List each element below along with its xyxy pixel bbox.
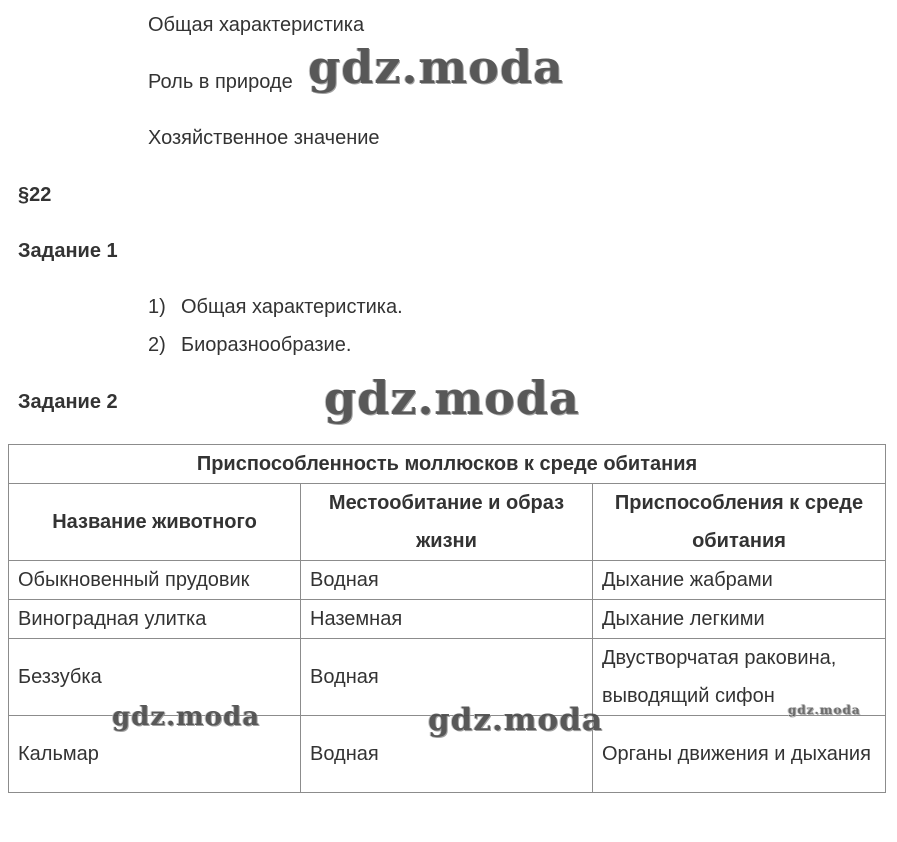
cell-habitat: Водная [301,561,593,600]
watermark-logo: gdz.moda [308,40,564,94]
top-item-economic: Хозяйственное значение [148,127,380,149]
cell-habitat: Наземная [301,600,593,639]
top-item-role: Роль в природе [148,71,293,93]
table-row [9,600,886,639]
adaptation-table [8,444,886,793]
watermark-logo: gdz.moda [112,702,261,732]
cell-adaptation: Органы движения и дыхания [593,716,886,793]
watermark-logo: gdz.moda [324,371,580,425]
table-row [9,561,886,600]
cell-animal: Кальмар [9,716,301,793]
cell-habitat: Водная [301,639,593,716]
cell-adaptation: Двустворчатая раковина, выводящий сифон [593,639,886,716]
cell-adaptation: Дыхание легкими [593,600,886,639]
task1-heading: Задание 1 [18,240,118,262]
watermark-logo: gdz.moda [428,702,603,738]
task1-item-1-number: 1) [148,296,166,318]
section-heading: §22 [18,184,52,206]
cell-animal: Обыкновенный прудовик [9,561,301,600]
task1-item-2-number: 2) [148,334,166,356]
task1-item-1 [148,295,403,319]
watermark-logo: gdz.moda [788,703,861,717]
task1-item-1-text: Общая характеристика. [181,296,403,318]
table-title-row [9,445,886,484]
header-habitat: Местообитание и образ жизни [301,484,593,561]
table-header-row [9,484,886,561]
header-animal-name: Название животного [9,484,301,561]
header-adaptations: Приспособления к среде обитания [593,484,886,561]
task1-item-2-text: Биоразнообразие. [181,334,352,356]
table-title: Приспособленность моллюсков к среде обитания [9,445,886,484]
task1-item-2 [148,333,351,357]
task2-heading: Задание 2 [18,391,118,413]
cell-animal: Виноградная улитка [9,600,301,639]
cell-adaptation: Дыхание жабрами [593,561,886,600]
top-item-general: Общая характеристика [148,14,365,36]
cell-animal: Беззубка [9,639,301,716]
cell-habitat: Водная [301,716,593,793]
